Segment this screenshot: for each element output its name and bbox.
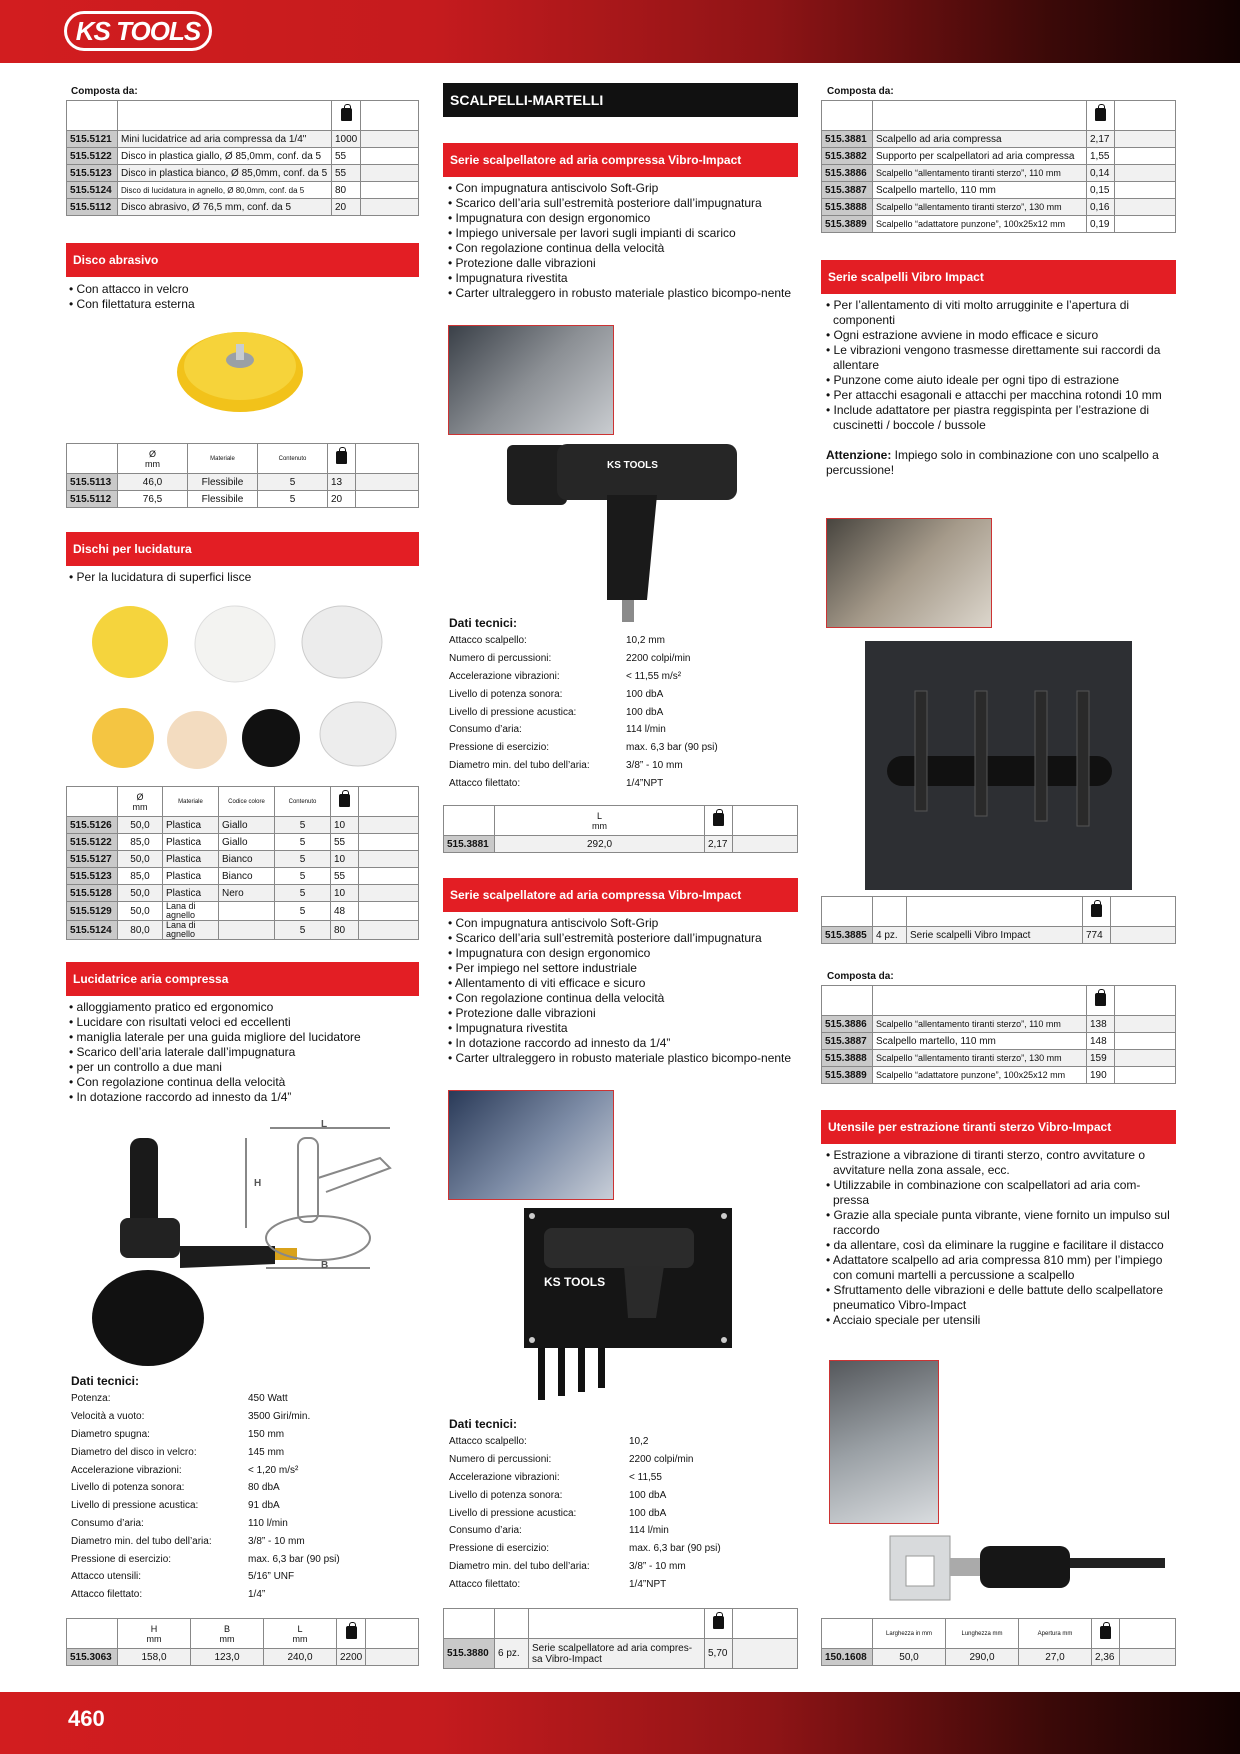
air-hammer-image (487, 440, 752, 625)
serie1-bullets: • Con impugnatura antiscivolo Soft-Grip • Scarico dell’aria sull’estremità posteriore dall’impugnatura • Impugnatura con design ergonomico • Impiego universale per lavori sugli impianti di scarico • Con regolazione continua della velocità • Protezione dalle vibrazioni • Impugnatura rivestita • Carter ultraleggero in robusto materiale plastico bicompo-nente (446, 181, 796, 301)
weight-icon (1100, 1626, 1111, 1639)
air-hammer-set-image (524, 1208, 732, 1408)
weight-icon (341, 108, 352, 121)
dim-label-h: H (254, 1178, 262, 1189)
attenzione-note: Attenzione: Impiego solo in combinazione con uno scalpello a percussione! (826, 448, 1159, 477)
serie1-title: Serie scalpellatore ad aria compressa Vibro-Impact (443, 143, 798, 177)
usage-photo-2 (448, 1090, 614, 1200)
vibro-table: 515.3885 4 pz. Serie scalpelli Vibro Impact 774 (821, 896, 1176, 944)
weight-icon (346, 1626, 357, 1639)
usage-photo-3 (826, 518, 992, 628)
lucidatrice-table: H mm B mm L mm 515.3063 158,0 123,0 240,0 2200 (66, 1618, 419, 1666)
composta-table-3: 515.3881 Scalpello ad aria compressa 2,17 515.3882 Supporto per scalpellatori ad aria compressa 1,55 515.3886 Scalpello “allentamento tiranti sterzo”, 110 mm 0,14 515.3887 Scalpello martello, 110 mm 0,15 515.3888 Scalpello “allentamento tiranti sterzo”, 130 mm 0,16 515.3889 Scalpello “adattatore punzone”, 100x25x12 mm 0,19 (821, 100, 1176, 233)
serie2-table: 515.3880 6 pz. Serie scalpellatore ad aria compres-sa Vibro-Impact 5,70 (443, 1608, 798, 1669)
dischi-lucidatura-title: Dischi per lucidatura (66, 532, 419, 566)
serie1-specs: Dati tecnici: Attacco scalpello: 10,2 mm Numero di percussioni: 2200 colpi/min Accelerazione vibrazioni: < 11,55 m/s² Livello di potenza sonora: 100 dbA Livello di pressione acustica: 100 dbA Consumo d’aria: 114 l/min Pressione di esercizio: max. 6,3 bar (90 psi) Diametro min. del tubo dell’aria: 3/8” - 10 mm Attacco filettato: 1/4”NPT (449, 616, 718, 789)
dim-label-b: B (321, 1260, 329, 1271)
composta-label: Composta da: (71, 86, 138, 97)
weight-icon (339, 794, 350, 807)
page-number: 460 (68, 1706, 105, 1731)
weight-icon (1091, 904, 1102, 917)
dim-label-l: L (321, 1119, 328, 1130)
weight-icon (336, 451, 347, 464)
vibro-bullets: • Per l’allentamento di viti molto arrugginite e l’apertura di componenti • Ogni estrazione avviene in modo efficace e sicuro • Le vibrazioni vengono trasmesse direttamente sui raccordi da allentare • Punzone come aiuto ideale per ogni tipo di estrazione • Per attacchi esagonali e attacchi per macchina rotondi 10 mm • Include adattatore per piastra reggispinta per l’estrazione di cuscinetti / boccole / bussole (824, 298, 1174, 433)
disco-table: Ø mm Materiale Contenuto 515.5113 46,0 Flessibile 5 13 515.5112 76,5 Flessibile 5 20 (66, 443, 419, 508)
svg-text:KS TOOLS: KS TOOLS (544, 1275, 606, 1289)
disco-bullets: • Con attacco in velcro • Con filettatura esterna (67, 282, 195, 312)
usage-photo-4 (829, 1360, 939, 1524)
chisel-set-image (865, 641, 1132, 890)
lucidatrice-specs: Dati tecnici: Potenza: 450 Watt Velocità a vuoto: 3500 Giri/min. Diametro spugna: 150 mm Diametro del disco in velcro: 145 mm Accelerazione vibrazioni: < 1,20 m/s² Livello di potenza sonora: 80 dbA Livello di pressione acustica: 91 dbA Consumo d’aria: 110 l/min Diametro min. del tubo dell’aria: 3/8” - 10 mm Pressione di esercizio: max. 6,3 bar (90 psi) Attacco utensili: 5/16” UNF Attacco filettato: 1/4” (71, 1374, 340, 1601)
puller-tool-image (880, 1516, 1170, 1610)
composta-table-4: 515.3886 Scalpello “allentamento tiranti sterzo”, 110 mm 138 515.3887 Scalpello martello, 110 mm 148 515.3888 Scalpello “allentamento tiranti sterzo”, 130 mm 159 515.3889 Scalpello “adattatore punzone”, 100x25x12 mm 190 (821, 985, 1176, 1084)
svg-text:KS TOOLS: KS TOOLS (607, 460, 658, 471)
utensile-title: Utensile per estrazione tiranti sterzo Vibro-Impact (821, 1110, 1176, 1144)
serie2-bullets: • Con impugnatura antiscivolo Soft-Grip • Scarico dell’aria sull’estremità posteriore dall’impugnatura • Impugnatura con design ergonomico • Per impiego nel settore industriale • Allentamento di viti efficace e sicuro • Con regolazione continua della velocità • Protezione dalle vibrazioni • Impugnatura rivestita • In dotazione raccordo ad innesto da 1/4” • Carter ultraleggero in robusto materiale plastico bicompo-nente (446, 916, 796, 1066)
usage-photo-1 (448, 325, 614, 435)
polisher-image (90, 1118, 395, 1368)
footer-bar (0, 1692, 1240, 1754)
utensile-bullets: • Estrazione a vibrazione di tiranti sterzo, contro avvitature o avvitature nella zona assale, ecc. • Utilizzabile in combinazione con scalpellatori ad aria com-pressa • Grazie alla speciale punta vibrante, viene fornito un impulso sul raccordo • da allentare, così da eliminare la ruggine e facilitare il distacco • Adattatore scalpello ad aria compressa 810 mm) per l’impiego con comuni martelli a percussione a scalpello • Sfruttamento delle vibrazioni e delle battute dello scalpellatore pneumatico Vibro-Impact • Acciaio speciale per utensili (824, 1148, 1174, 1328)
weight-icon (1095, 993, 1106, 1006)
disc-image (175, 322, 305, 414)
ks-tools-logo: KS TOOLS (64, 11, 212, 51)
composta-label-3: Composta da: (827, 86, 894, 97)
weight-icon (1095, 108, 1106, 121)
composta-label-4: Composta da: (827, 971, 894, 982)
disco-abrasivo-title: Disco abrasivo (66, 243, 419, 277)
weight-icon (713, 813, 724, 826)
weight-icon (713, 1616, 724, 1629)
dischi-table: Ø mm Materiale Codice colore Contenuto 515.5126 50,0 Plastica Giallo 5 10 515.5122 85,0 Plastica Giallo 5 55 515.5127 50,0 Plastica Bianco 5 10 515.5123 85,0 Plastica Bianco 5 55 515.5128 50,0 Plastica Nero 5 10 515.5129 50,0 Lana di agnello 5 48 515.5124 80,0 Lana di agnello 5 80 (66, 786, 419, 940)
section-title: SCALPELLI-MARTELLI (443, 83, 798, 117)
dischi-bullets: • Per la lucidatura di superfici lisce (67, 570, 251, 585)
lucidatrice-bullets: • alloggiamento pratico ed ergonomico • Lucidare con risultati veloci ed eccellenti • maniglia laterale per una guida migliore del lucidatore • Scarico dell’aria laterale dall’impugnatura • per un controllo a due mani • Con regolazione continua della velocità • In dotazione raccordo ad innesto da 1/4” (67, 1000, 361, 1105)
serie2-title: Serie scalpellatore ad aria compressa Vibro-Impact (443, 878, 798, 912)
polishing-pads-image (80, 600, 400, 770)
serie2-specs: Dati tecnici: Attacco scalpello: 10,2 Numero di percussioni: 2200 colpi/min Accelerazione vibrazioni: < 11,55 Livello di potenza sonora: 100 dbA Livello di pressione acustica: 100 dbA Consumo d’aria: 114 l/min Pressione di esercizio: max. 6,3 bar (90 psi) Diametro min. del tubo dell’aria: 3/8” - 10 mm Attacco filettato: 1/4”NPT (449, 1417, 721, 1590)
lucidatrice-title: Lucidatrice aria compressa (66, 962, 419, 996)
utensile-table: Larghezza in mm Lunghezza mm Apertura mm 150.1608 50,0 290,0 27,0 2,36 (821, 1618, 1176, 1666)
vibro-title: Serie scalpelli Vibro Impact (821, 260, 1176, 294)
composta-table: 515.5121 Mini lucidatrice ad aria compressa da 1/4" 1000 515.5122 Disco in plastica giallo, Ø 85,0mm, conf. da 5 55 515.5123 Disco in plastica bianco, Ø 85,0mm, conf. da 5 55 515.5124 Disco di lucidatura in agnello, Ø 80,0mm, conf. da 5 80 515.5112 Disco abrasivo, Ø 76,5 mm, conf. da 5 20 (66, 100, 419, 216)
serie1-table: L mm 515.3881 292,0 2,17 (443, 805, 798, 853)
